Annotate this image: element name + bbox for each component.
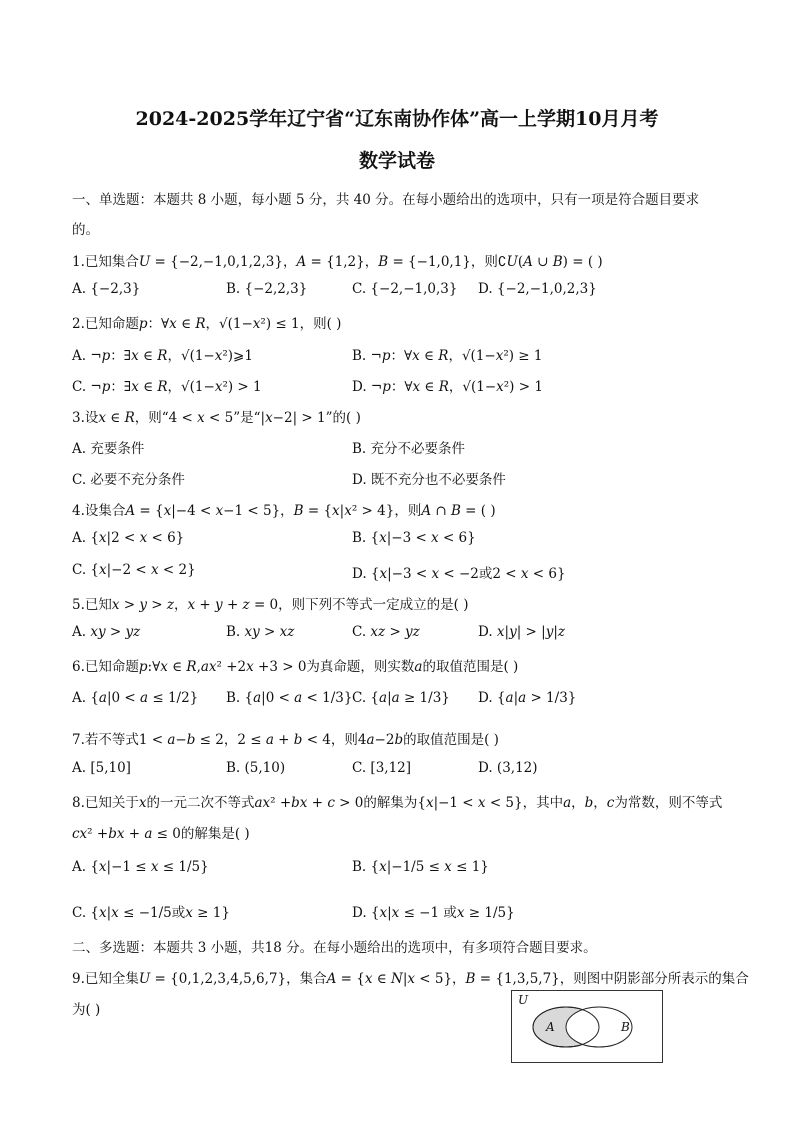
venn-label-u: U [518,993,529,1007]
q8-stem-cont: 𝑐𝑥² +𝑏𝑥 + 𝑎 ≤ 0的解集是( ) [72,826,250,842]
q4-option-d: D. {𝑥|−3 < 𝑥 < −2或2 < 𝑥 < 6} [352,566,566,582]
q6-option-c: C. {𝑎|𝑎 ≥ 1/3} [352,690,450,706]
q2-option-b: B. ¬𝑝：∀𝑥 ∈ 𝑅，√(1−𝑥²) ≥ 1 [352,348,543,364]
q6-option-b: B. {𝑎|0 < 𝑎 < 1/3} [226,690,353,706]
q2-stem: 2.已知命题𝑝：∀𝑥 ∈ 𝑅，√(1−𝑥²) ≤ 1，则( ) [72,316,342,332]
q9-stem: 9.已知全集𝑈 = {0,1,2,3,4,5,6,7}，集合𝐴 = {𝑥 ∈ 𝑁|𝑥 < 5}，𝐵 = {1,3,5,7}，则图中阴影部分所表示的集合 [72,971,749,987]
q2-option-c: C. ¬𝑝：∃𝑥 ∈ 𝑅，√(1−𝑥²) > 1 [72,379,262,395]
q8-option-c: C. {𝑥|𝑥 ≤ −1/5或𝑥 ≥ 1} [72,905,230,921]
q8-option-a: A. {𝑥|−1 ≤ 𝑥 ≤ 1/5} [72,859,209,875]
q5-option-d: D. 𝑥|𝑦| > |𝑦|𝑧 [478,624,565,640]
q7-stem: 7.若不等式1 < 𝑎−𝑏 ≤ 2，2 ≤ 𝑎 + 𝑏 < 4，则4𝑎−2𝑏的取值范围是( ) [72,732,499,748]
q7-option-d: D. (3,12) [478,760,538,776]
q1-option-d: D. {−2,−1,0,2,3} [478,281,597,297]
q4-option-a: A. {𝑥|2 < 𝑥 < 6} [72,530,185,546]
q6-option-d: D. {𝑎|𝑎 > 1/3} [478,690,577,706]
q2-option-a: A. ¬𝑝：∃𝑥 ∈ 𝑅，√(1−𝑥²)⩾1 [72,348,253,364]
q1-option-b: B. {−2,2,3} [226,281,308,297]
q5-stem: 5.已知𝑥 > 𝑦 > 𝑧，𝑥 + 𝑦 + 𝑧 = 0，则下列不等式一定成立的是( ) [72,597,469,613]
q9-stem-cont: 为( ) [72,1002,101,1018]
q3-option-b: B. 充分不必要条件 [352,441,466,457]
q1-option-a: A. {−2,3} [72,281,141,297]
venn-label-a: A [546,1020,555,1034]
q5-option-a: A. 𝑥𝑦 > 𝑦𝑧 [72,624,141,640]
q5-option-b: B. 𝑥𝑦 > 𝑥𝑧 [226,624,295,640]
q7-option-c: C. [3,12] [352,760,412,776]
q8-option-b: B. {𝑥|−1/5 ≤ 𝑥 ≤ 1} [352,859,489,875]
q3-option-d: D. 既不充分也不必要条件 [352,472,506,488]
q4-option-b: B. {𝑥|−3 < 𝑥 < 6} [352,530,476,546]
q5-option-c: C. 𝑥𝑧 > 𝑦𝑧 [352,624,420,640]
q6-option-a: A. {𝑎|0 < 𝑎 ≤ 1/2} [72,690,199,706]
venn-label-b: B [621,1020,630,1034]
q7-option-b: B. (5,10) [226,760,286,776]
q1-stem: 1.已知集合𝑈 = {−2,−1,0,1,2,3}，𝐴 = {1,2}，𝐵 = {−1,0,1}，则∁𝑈(𝐴 ∪ 𝐵) = ( ) [72,254,603,270]
q8-option-d: D. {𝑥|𝑥 ≤ −1 或𝑥 ≥ 1/5} [352,905,515,921]
q6-stem: 6.已知命题𝑝:∀𝑥 ∈ 𝑅,𝑎𝑥² +2𝑥 +3 > 0为真命题，则实数𝑎的取值范围是( ) [72,659,519,675]
section2-heading: 二、多选题：本题共 3 小题，共18 分。在每小题给出的选项中，有多项符合题目要求。 [72,940,597,956]
q7-option-a: A. [5,10] [72,760,131,776]
q3-option-a: A. 充要条件 [72,441,145,457]
exam-subtitle: 数学试卷 [358,150,435,172]
exam-title: 2024-2025学年辽宁省“辽东南协作体”高一上学期10月月考 [135,108,659,130]
section1-heading: 一、单选题：本题共 8 小题，每小题 5 分，共 40 分。在每小题给出的选项中，只有一项是符合题目要求 [72,192,700,208]
venn-svg [512,991,662,1062]
q1-option-c: C. {−2,−1,0,3} [352,281,458,297]
q4-option-c: C. {𝑥|−2 < 𝑥 < 2} [72,562,196,578]
q2-option-d: D. ¬𝑝：∀𝑥 ∈ 𝑅，√(1−𝑥²) > 1 [352,379,543,395]
venn-diagram [511,990,663,1063]
q8-stem: 8.已知关于𝑥的一元二次不等式𝑎𝑥² +𝑏𝑥 + 𝑐 > 0的解集为{𝑥|−1 < 𝑥 < 5}，其中𝑎，𝑏，𝑐为常数，则不等式 [72,795,723,811]
section1-heading-cont: 的。 [72,222,99,238]
q3-stem: 3.设𝑥 ∈ 𝑅，则“4 < 𝑥 < 5”是“|𝑥−2| > 1”的( ) [72,410,361,426]
q4-stem: 4.设集合𝐴 = {𝑥|−4 < 𝑥−1 < 5}，𝐵 = {𝑥|𝑥² > 4}，则𝐴 ∩ 𝐵 = ( ) [72,503,496,519]
q3-option-c: C. 必要不充分条件 [72,472,185,488]
